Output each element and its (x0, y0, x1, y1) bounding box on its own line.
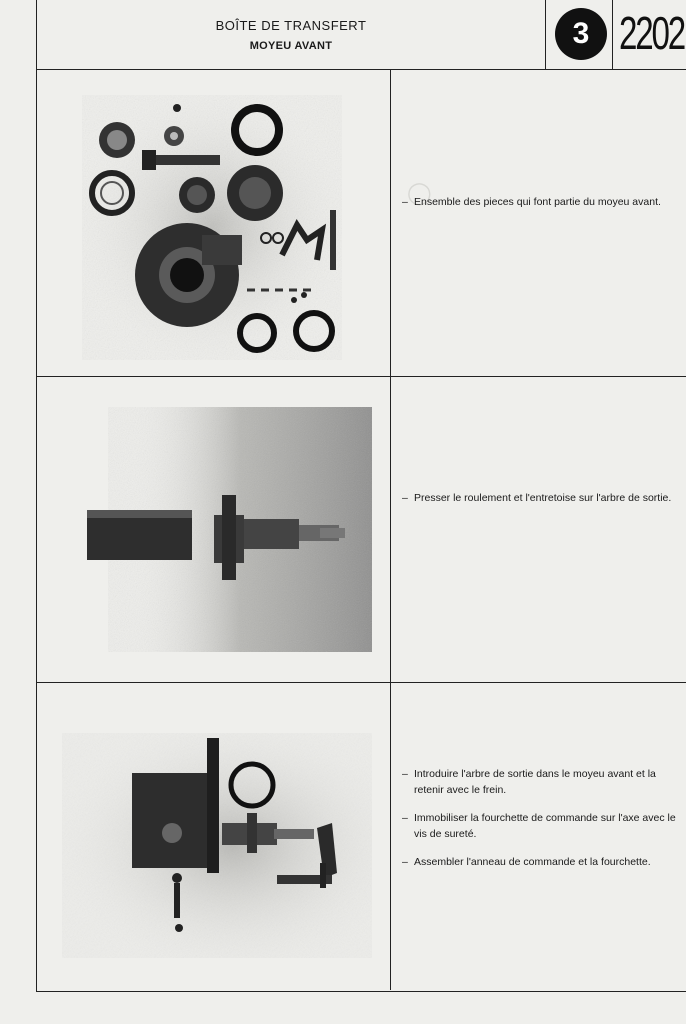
bleed-through-shadow: ◯ (407, 180, 432, 205)
instruction-block-1 (402, 194, 680, 222)
column-divider (390, 70, 391, 376)
document-page (36, 0, 686, 992)
procedure-row-2 (37, 377, 686, 683)
page-code: 2202 (619, 7, 685, 59)
column-divider (390, 377, 391, 682)
section-number-badge: 3 (555, 8, 607, 60)
instruction-item: – Immobiliser la fourchette de commande sur l'axe avec le vis de sureté. (402, 812, 676, 840)
instruction-block-2 (402, 490, 680, 518)
procedure-row-3 (37, 683, 686, 990)
instruction-item: – Ensemble des pieces qui font partie du moyeu avant. (402, 196, 661, 208)
column-divider (390, 683, 391, 990)
procedure-row-1 (37, 70, 686, 377)
title-block (37, 0, 545, 70)
instruction-item: – Introduire l'arbre de sortie dans le moyeu avant et la retenir avec le frein. (402, 768, 656, 796)
hub-shaft-fork-assembly-photo-icon (62, 733, 372, 958)
section-cell (545, 0, 613, 70)
instruction-block-3 (402, 766, 680, 882)
exploded-hub-parts-photo-icon (82, 95, 342, 360)
instruction-item: – Assembler l'anneau de commande et la fourchette. (402, 856, 651, 868)
page-code-cell (613, 0, 686, 70)
page-title: BOÎTE DE TRANSFERT (215, 18, 367, 33)
instruction-item: – Presser le roulement et l'entretoise sur l'arbre de sortie. (402, 492, 672, 504)
page-header (37, 0, 686, 70)
output-shaft-bearing-photo-icon (72, 407, 372, 652)
page-subtitle: MOYEU AVANT (249, 40, 333, 52)
